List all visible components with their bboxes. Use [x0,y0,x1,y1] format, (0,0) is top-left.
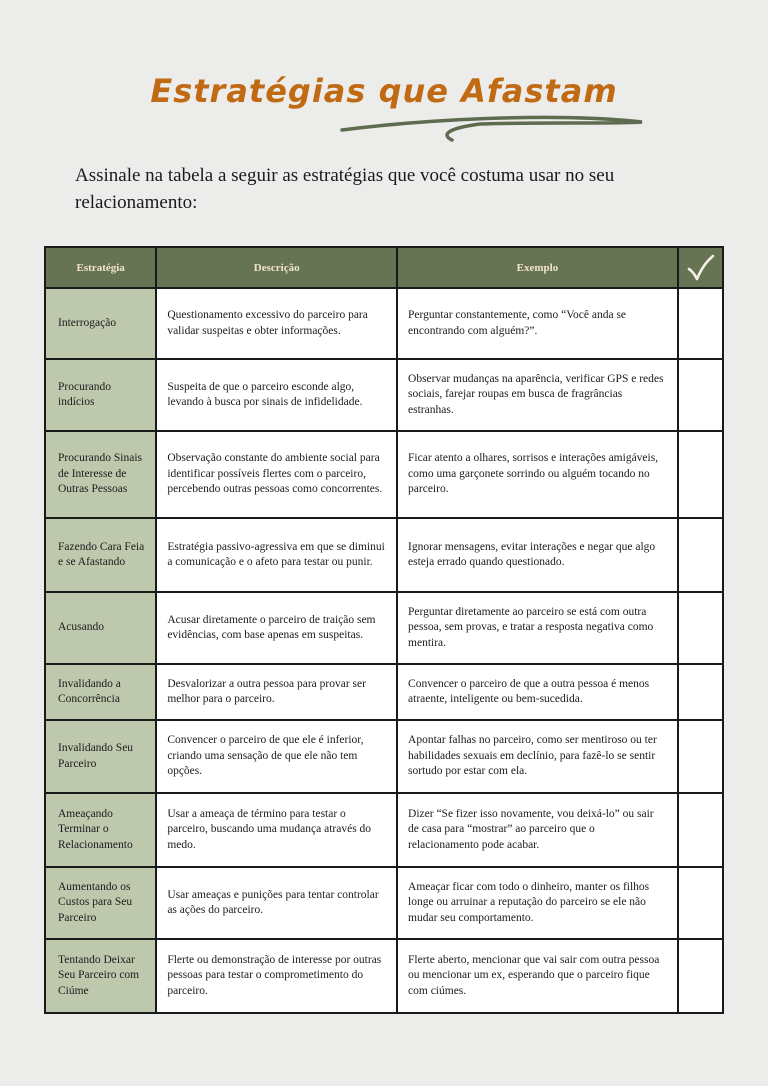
table-header-row [45,247,723,288]
example-cell: Ameaçar ficar com todo o dinheiro, manter os filhos longe ou arruinar a reputação do parceiro se ele não mudar seu comportamento. [397,867,678,939]
description-cell: Convencer o parceiro de que ele é inferior, criando uma sensação de que ele não tem opções. [156,720,397,793]
description-cell: Estratégia passivo-agressiva em que se diminui a comunicação e o afeto para testar ou punir. [156,518,397,592]
table-row [45,431,723,518]
header-example: Exemplo [397,247,678,288]
table-row [45,720,723,793]
description-cell: Desvalorizar a outra pessoa para provar ser melhor para o parceiro. [156,664,397,720]
title-underline-swoosh [330,112,650,152]
strategy-cell: Procurando indícios [45,359,156,431]
example-cell: Dizer “Se fizer isso novamente, vou deixá-lo” ou sair de casa para “mostrar” ao parceiro que o relacionamento pode acabar. [397,793,678,867]
strategy-cell: Invalidando Seu Parceiro [45,720,156,793]
description-cell: Usar ameaças e punições para tentar controlar as ações do parceiro. [156,867,397,939]
strategy-cell: Ameaçando Terminar o Relacionamento [45,793,156,867]
description-cell: Acusar diretamente o parceiro de traição sem evidências, com base apenas em suspeitas. [156,592,397,664]
strategy-cell: Interrogação [45,288,156,359]
table-row [45,518,723,592]
checkmark-icon [685,254,715,282]
checkbox-cell[interactable] [678,664,723,720]
table-row [45,939,723,1013]
checkbox-cell[interactable] [678,867,723,939]
strategy-cell: Fazendo Cara Feia e se Afastando [45,518,156,592]
table-row [45,867,723,939]
strategy-cell: Procurando Sinais de Interesse de Outras Pessoas [45,431,156,518]
description-cell: Questionamento excessivo do parceiro para validar suspeitas e obter informações. [156,288,397,359]
table-row [45,288,723,359]
strategy-cell: Invalidando a Concorrência [45,664,156,720]
description-cell: Suspeita de que o parceiro esconde algo, levando à busca por sinais de infidelidade. [156,359,397,431]
page-title: Estratégias que Afastam [150,72,618,110]
example-cell: Perguntar diretamente ao parceiro se está com outra pessoa, sem provas, e tratar a resposta negativa como mentira. [397,592,678,664]
checkbox-cell[interactable] [678,518,723,592]
checkbox-cell[interactable] [678,793,723,867]
checkbox-cell[interactable] [678,288,723,359]
strategies-table [44,246,724,1014]
description-cell: Usar a ameaça de término para testar o parceiro, buscando uma mudança através do medo. [156,793,397,867]
checkbox-cell[interactable] [678,359,723,431]
checkbox-cell[interactable] [678,431,723,518]
header-description: Descrição [156,247,397,288]
strategy-cell: Tentando Deixar Seu Parceiro com Ciúme [45,939,156,1013]
strategy-cell: Aumentando os Custos para Seu Parceiro [45,867,156,939]
example-cell: Convencer o parceiro de que a outra pessoa é menos atraente, inteligente ou bem-sucedida. [397,664,678,720]
example-cell: Flerte aberto, mencionar que vai sair com outra pessoa ou mencionar um ex, esperando que o parceiro fique com ciúmes. [397,939,678,1013]
example-cell: Ficar atento a olhares, sorrisos e interações amigáveis, como uma garçonete sorrindo ou alguém tocando no parceiro. [397,431,678,518]
intro-text: Assinale na tabela a seguir as estratégias que você costuma usar no seu relacionamento: [75,165,615,213]
strategy-cell: Acusando [45,592,156,664]
checkbox-cell[interactable] [678,720,723,793]
example-cell: Apontar falhas no parceiro, como ser mentiroso ou ter habilidades sexuais em declínio, para fazê-lo se sentir sortudo por estar com ela. [397,720,678,793]
table-row [45,664,723,720]
header-strategy: Estratégia [45,247,156,288]
table-row [45,359,723,431]
description-cell: Flerte ou demonstração de interesse por outras pessoas para testar o comprometimento do parceiro. [156,939,397,1013]
example-cell: Ignorar mensagens, evitar interações e negar que algo esteja errado quando questionado. [397,518,678,592]
header-check [678,247,723,288]
example-cell: Perguntar constantemente, como “Você anda se encontrando com alguém?”. [397,288,678,359]
table-row [45,793,723,867]
description-cell: Observação constante do ambiente social para identificar possíveis flertes com o parceiro, percebendo outras pessoas como concorrentes. [156,431,397,518]
checkbox-cell[interactable] [678,592,723,664]
example-cell: Observar mudanças na aparência, verificar GPS e redes sociais, farejar roupas em busca de fragrâncias estranhas. [397,359,678,431]
table-row [45,592,723,664]
checkbox-cell[interactable] [678,939,723,1013]
